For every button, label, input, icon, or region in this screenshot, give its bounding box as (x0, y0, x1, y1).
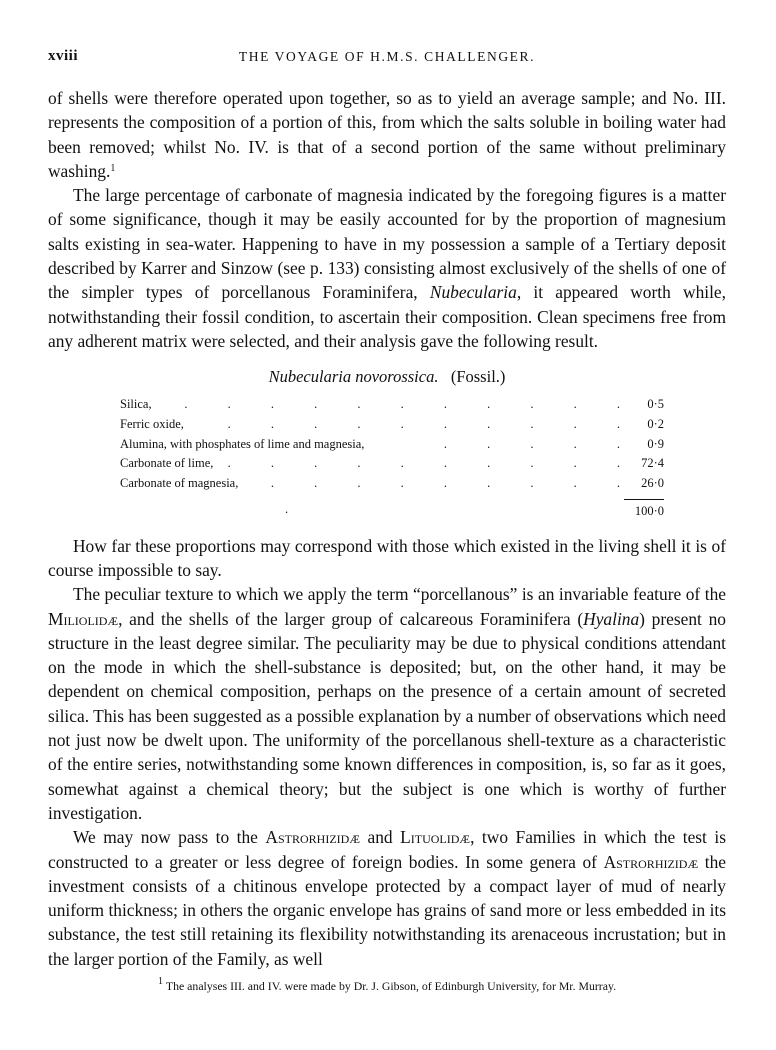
paragraph-5-part3: , two Families in which the test is constructed to a greater or less degree of foreign bodies. In some genera of (48, 827, 726, 872)
row-leader-dots: . . . . . . . . . (270, 476, 620, 491)
family-name: Astrorhizidæ (603, 851, 699, 872)
row-value: 72·4 (641, 456, 664, 471)
footnote-reference: 1 (110, 162, 116, 174)
analysis-rows (120, 395, 664, 521)
family-name: Miliolidæ (48, 608, 119, 629)
analysis-table (48, 367, 726, 521)
row-value: 0·2 (647, 416, 664, 431)
table-row (120, 435, 664, 455)
analysis-species: Nubecularia novorossica. (268, 367, 439, 387)
page-header (48, 42, 726, 72)
row-value: 0·9 (647, 436, 664, 451)
row-leader-dots: . . . . . . . . . . . (184, 397, 620, 412)
footnote (48, 977, 726, 995)
table-row (120, 474, 664, 494)
row-leader-dots: . . . . . (443, 436, 620, 451)
row-value: 26·0 (641, 476, 664, 491)
paragraph-2-italic: Nubecularia (429, 282, 517, 303)
paragraph-5-part2: and (359, 827, 401, 848)
family-name: Astrorhizidæ (265, 827, 360, 848)
analysis-fossil-note: (Fossil.) (450, 367, 506, 387)
total-marker: . (285, 501, 289, 516)
row-label: Silica, (120, 397, 152, 412)
row-leader-dots: . . . . . . . . . . (227, 416, 620, 431)
page-body (48, 86, 726, 995)
total-row (120, 500, 664, 522)
row-label: Carbonate of lime, (120, 456, 214, 471)
paragraph-4-part3: ) present no structure in the least degree similar. The peculiarity may be due to physical conditions attendant on the mode in which the shell-substance is deposited; but, on the other hand, it may be dependent on chemical composition, perhaps on the presence of a certain amount of secreted silica. This has been suggested as a possible explanation by a number of observations which need not just now be dwelt upon. The uniformity of the porcellanous shell-texture as a characteristic of the entire series, notwithstanding some known differences in composition, is, so far as it goes, somewhat against a chemical theory; but the subject is one which is worthy of further investigation. (48, 608, 726, 823)
table-row (120, 454, 664, 474)
running-title: THE VOYAGE OF H.M.S. CHALLENGER. (238, 49, 536, 64)
page-number: xviii (48, 48, 79, 64)
paragraph-4-italic: Hyalina (583, 608, 640, 629)
footnote-mark: 1 (157, 976, 163, 988)
paragraph-5-part1: We may now pass to the (73, 827, 266, 848)
table-row (120, 395, 664, 415)
row-leader-dots: . . . . . . . . . . (227, 456, 620, 471)
paragraph-2-part1: The large percentage of carbonate of magnesia indicated by the foregoing figures is a matter of some significance, though it may be easily accounted for by the proportion of magnesium salts existing in sea-water. Happening to have in my possession a sample of a Tertiary deposit described by Karrer and Sinzow (see p. 133) consisting almost exclusively of the shells of one of the simpler types of porcellanous Foraminifera, (48, 185, 726, 303)
paragraph-2 (48, 183, 726, 353)
row-value: 0·5 (647, 397, 664, 412)
paragraph-4 (48, 582, 726, 825)
analysis-title (48, 367, 726, 387)
paragraph-1 (48, 86, 726, 183)
row-label: Ferric oxide, (120, 416, 184, 431)
paragraph-1-text: of shells were therefore operated upon together, so as to yield an average sample; and No. III. represents the composition of a portion of this, from which the salts soluble in boiling water had been removed; whilst No. IV. is that of a second portion of the same without preliminary washing. (48, 88, 726, 181)
paragraph-5 (48, 825, 726, 971)
paragraph-4-part2: , and the shells of the larger group of calcareous Foraminifera ( (118, 608, 584, 629)
table-row (120, 415, 664, 435)
row-label: Carbonate of magnesia, (120, 476, 239, 491)
footnote-text: The analyses III. and IV. were made by Dr. J. Gibson, of Edinburgh University, for Mr. Murray. (165, 979, 617, 994)
paragraph-3: How far these proportions may correspond with those which existed in the living shell it is of course impossible to say. (48, 535, 726, 580)
paragraph-2-part2: , it appeared worth while, notwithstanding their fossil condition, to ascertain their composition. Clean specimens free from any adherent matrix were selected, and their analysis gave the following result. (48, 282, 726, 351)
total-value: 100·0 (634, 503, 664, 518)
family-name: Lituolidæ (400, 827, 471, 848)
row-label: Alumina, with phosphates of lime and magnesia, (120, 436, 365, 451)
paragraph-4-part1: The peculiar texture to which we apply the term “porcellanous” is an invariable feature of the (73, 584, 726, 605)
paragraph-5-part4: the investment consists of a chitinous envelope protected by a compact layer of mud of nearly uniform thickness; in others the organic envelope has grains of sand more or less embedded in its substance, the test still retaining its flexibility notwithstanding its arenaceous incrustation; but in the larger portion of the Family, as well (48, 851, 726, 969)
page (48, 42, 726, 995)
